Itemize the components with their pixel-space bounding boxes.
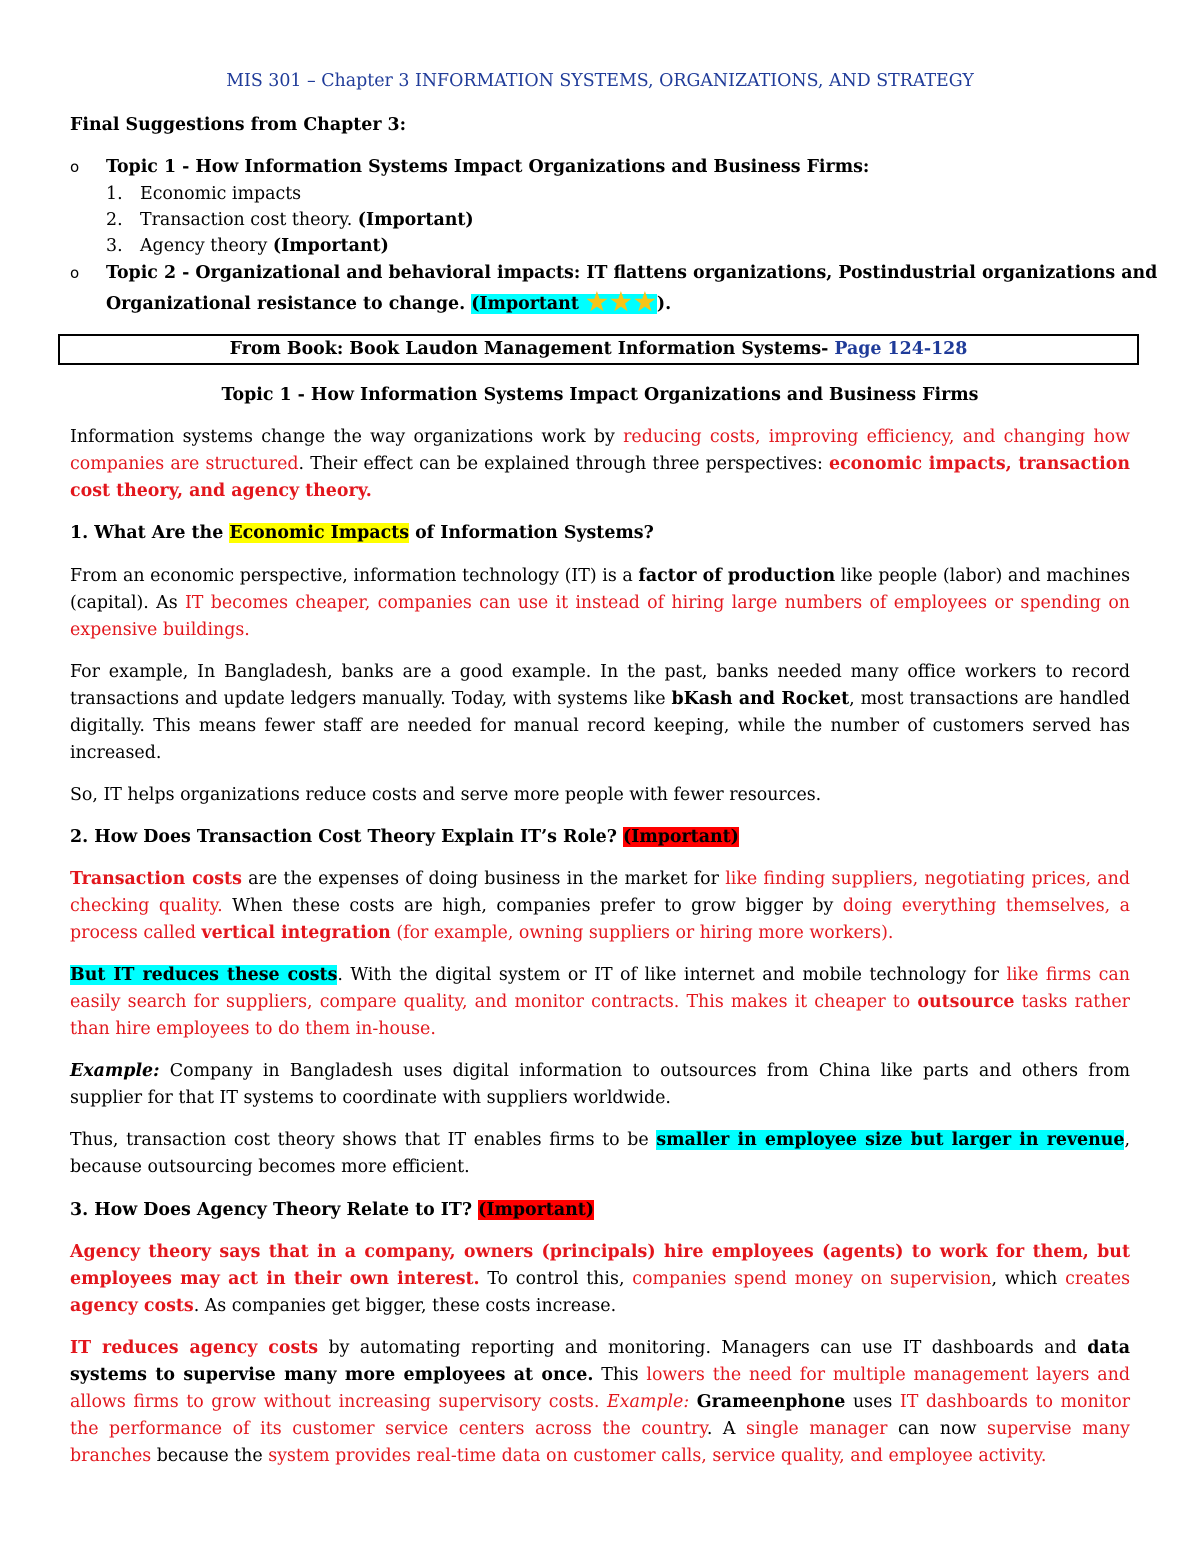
bullet-icon: o <box>70 264 80 282</box>
topic2-label-line2: Organizational resistance to change. (Important ). <box>106 291 1106 318</box>
q3-heading: 3. How Does Agency Theory Relate to IT? (Important) <box>70 1200 594 1220</box>
q1-example-paragraph: For example, In Bangladesh, banks are a good example. In the past, banks needed many office workers to record transactions and update ledgers manually. Today, with systems like bKash and Rocket, most transactions are handled digitally. This means fewer staff are needed for manual record keeping, while the number of customers served has increased. <box>70 662 1130 763</box>
list-item-text: Agency theory (Important) <box>140 236 389 256</box>
q2-conclusion-paragraph: Thus, transaction cost theory shows that IT enables firms to be smaller in employee size but larger in revenue, because outsourcing becomes more efficient. <box>70 1130 1130 1177</box>
q1-paragraph: From an economic perspective, information technology (IT) is a factor of production like people (labor) and machines (capital). As IT becomes cheaper, companies can use it instead of hiring large numbers of employees or spending on expensive buildings. <box>70 566 1130 640</box>
list-number: 3. <box>106 236 123 256</box>
bullet-icon: o <box>70 158 80 176</box>
smaller-size-highlight: smaller in employee size but larger in revenue <box>656 1130 1125 1150</box>
q1-heading: 1. What Are the Economic Impacts of Information Systems? <box>70 523 654 543</box>
star-icon <box>586 291 608 313</box>
book-pages: Page 124-128 <box>834 339 968 359</box>
q2-paragraph: Transaction costs are the expenses of doing business in the market for like finding suppliers, negotiating prices, and checking quality. When these costs are high, companies prefer to grow bigger by doing everything themselves, a process called vertical integration (for example, owning suppliers or hiring more workers). <box>70 869 1130 943</box>
book-reference-box <box>58 334 1139 365</box>
list-number: 1. <box>106 184 123 204</box>
list-item-text: Economic impacts <box>140 184 302 204</box>
q3-paragraph: Agency theory says that in a company, owners (principals) hire employees (agents) to work for them, but employees may act in their own interest. To control this, companies spend money on supervision, which creates agency costs. As companies get bigger, these costs increase. <box>70 1242 1130 1316</box>
final-suggestions-heading: Final Suggestions from Chapter 3: <box>70 115 407 135</box>
intro-paragraph: Information systems change the way organizations work by reducing costs, improving efficiency, and changing how companies are structured. Their effect can be explained through three perspectives: economic impacts, transaction cost theory, and agency theory. <box>70 427 1130 501</box>
topic1-label: Topic 1 - How Information Systems Impact Organizations and Business Firms: <box>106 157 870 177</box>
list-item-text: Transaction cost theory. (Important) <box>140 210 474 230</box>
q3-it-paragraph: IT reduces agency costs by automating reporting and monitoring. Managers can use IT dashboards and data systems to supervise many more employees at once. This lowers the need for multiple management layers and allows firms to grow without increasing supervisory costs. Example: Grameenphone uses IT dashboards to monitor the performance of its customer service centers across the country. A single manager can now supervise many branches because the system provides real-time data on customer calls, service quality, and employee activity. <box>70 1338 1131 1466</box>
q2-heading: 2. How Does Transaction Cost Theory Explain IT’s Role? (Important) <box>70 827 739 847</box>
page-title: MIS 301 – Chapter 3 INFORMATION SYSTEMS, ORGANIZATIONS, AND STRATEGY <box>226 71 974 91</box>
q1-summary-paragraph: So, IT helps organizations reduce costs and serve more people with fewer resources. <box>70 785 822 805</box>
q2-it-paragraph: But IT reduces these costs. With the digital system or IT of like internet and mobile technology for like firms can easily search for suppliers, compare quality, and monitor contracts. This makes it cheaper to outsource tasks rather than hire employees to do them in-house. <box>70 965 1130 1039</box>
section-heading: Topic 1 - How Information Systems Impact Organizations and Business Firms <box>221 385 979 405</box>
star-icon <box>634 291 656 313</box>
book-reference-text: From Book: Book Laudon Management Information Systems- <box>229 339 835 359</box>
important-highlight: (Important <box>471 294 657 314</box>
important-badge: (Important) <box>478 1200 594 1220</box>
list-number: 2. <box>106 210 123 230</box>
economic-impacts-highlight: Economic Impacts <box>229 523 410 543</box>
topic2-label-line1: Topic 2 - Organizational and behavioral impacts: IT flattens organizations, Postindustrial organizations and <box>106 263 1158 283</box>
it-reduces-highlight: But IT reduces these costs <box>70 965 338 985</box>
star-icon <box>610 291 632 313</box>
important-badge: (Important) <box>622 827 739 847</box>
q2-example-paragraph: Example: Company in Bangladesh uses digital information to outsources from China like parts and others from supplier for that IT systems to coordinate with suppliers worldwide. <box>70 1061 1130 1108</box>
